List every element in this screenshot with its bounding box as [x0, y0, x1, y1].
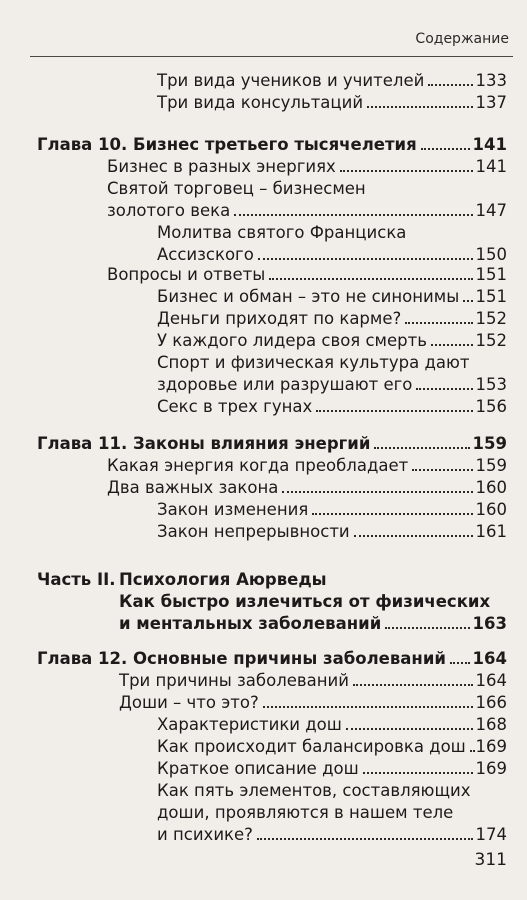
dot-leader: [258, 258, 473, 260]
toc-page-number: 150: [475, 245, 507, 264]
toc-entry: [107, 477, 507, 499]
toc-entry: [107, 156, 507, 178]
toc-entry-title: Бизнес и обман – это не синонимы: [157, 287, 460, 306]
toc-page-number: 159: [472, 434, 507, 453]
dot-leader: [385, 627, 469, 629]
toc-page-number: 166: [475, 693, 507, 712]
toc-page-number: 161: [475, 522, 507, 541]
dot-leader: [463, 300, 472, 302]
toc-entry-title: золотого века: [107, 201, 231, 220]
toc-entry-title: Закон изменения: [157, 500, 309, 519]
toc-entry: [37, 648, 507, 670]
dot-leader: [421, 148, 470, 150]
toc-entry-line: [119, 670, 507, 692]
toc-entry-title: Как происходит балансировка дош: [157, 737, 466, 756]
toc-page-number: 147: [475, 201, 507, 220]
toc-entry: [157, 222, 507, 266]
toc-entry-line: [157, 521, 507, 543]
toc-entry-title: Три вида консультаций: [157, 93, 364, 112]
toc-entry: [157, 286, 507, 308]
dot-leader: [263, 706, 473, 708]
toc-page-number: 169: [475, 737, 507, 756]
toc-entry-line: [157, 330, 507, 352]
toc-entry-line: [119, 692, 507, 714]
toc-entry: [157, 758, 507, 780]
toc-entry: [107, 264, 507, 286]
toc-entry-line: [119, 613, 507, 635]
toc-entry-line: [107, 156, 507, 178]
toc-entry-title: Глава 12. Основные причины заболеваний: [37, 649, 446, 668]
dot-leader: [234, 214, 472, 216]
toc-entry-title: доши, проявляются в нашем теле: [157, 803, 454, 822]
dot-leader: [282, 491, 472, 493]
dot-leader: [354, 535, 473, 537]
toc-entry-title: Глава 10. Бизнес третьего тысячелетия: [37, 135, 417, 154]
toc-entry-title: Вопросы и ответы: [107, 265, 266, 284]
toc-entry-title: У каждого лидера своя смерть: [157, 331, 427, 350]
dot-leader: [257, 838, 473, 840]
running-header: Содержание: [415, 31, 509, 47]
toc-entry-line: [37, 433, 507, 455]
dot-leader: [428, 84, 472, 86]
toc-entry-line: [157, 92, 507, 114]
toc-page-number: 163: [472, 614, 507, 633]
toc-entry-line: [157, 286, 507, 308]
toc-page-number: 169: [475, 759, 507, 778]
toc-entry-title: Как пять элементов, составляющих: [157, 781, 471, 800]
toc-page-number: 133: [475, 71, 507, 90]
toc-entry-line: [107, 200, 507, 222]
toc-entry: [157, 308, 507, 330]
toc-entry: [107, 455, 507, 477]
toc-entry-line: [107, 455, 507, 477]
toc-page-number: 156: [475, 397, 507, 416]
dot-leader: [363, 772, 473, 774]
toc-entry-line: [119, 569, 507, 591]
toc-entry: [37, 433, 507, 455]
toc-entry: [157, 499, 507, 521]
toc-entry: [119, 692, 507, 714]
toc-entry-title: здоровье или разрушают его: [157, 375, 413, 394]
toc-entry-line: [157, 758, 507, 780]
toc-page-number: 160: [475, 500, 507, 519]
toc-entry-title: и психике?: [157, 825, 253, 844]
dot-leader: [405, 322, 472, 324]
toc-page-number: 160: [475, 478, 507, 497]
toc-entry-title: Деньги приходят по карме?: [157, 309, 402, 328]
toc-entry: [157, 330, 507, 352]
toc-entry-line: [37, 648, 507, 670]
toc-entry-title: Бизнес в разных энергиях: [107, 157, 336, 176]
toc-entry: [157, 714, 507, 736]
toc-entry-line: [157, 244, 507, 266]
toc-entry-title: Молитва святого Франциска: [157, 223, 407, 242]
toc-entry-title: Закон непрерывности: [157, 522, 350, 541]
toc-page-number: 153: [475, 375, 507, 394]
toc-entry-title: Доши – что это?: [119, 693, 259, 712]
toc-page-number: 151: [475, 265, 507, 284]
toc-page-number: 151: [475, 287, 507, 306]
toc-entry: [37, 134, 507, 156]
toc-page-number: 137: [475, 93, 507, 112]
toc-entry: [157, 92, 507, 114]
toc-entry: [157, 70, 507, 92]
toc-entry: [119, 569, 507, 635]
toc-entry-title: Какая энергия когда преобладает: [107, 456, 409, 475]
toc-entry: [157, 352, 507, 396]
dot-leader: [412, 469, 472, 471]
dot-leader: [353, 684, 473, 686]
toc-entry-line: [157, 374, 507, 396]
toc-entry-line: [157, 222, 507, 244]
toc-entry-line: [107, 477, 507, 499]
part-label: Часть II.: [37, 570, 116, 589]
toc-entry-title: и ментальных заболеваний: [119, 614, 382, 633]
toc-entry: [119, 670, 507, 692]
toc-page-number: 174: [475, 825, 507, 844]
toc-page-number: 152: [475, 331, 507, 350]
toc-entry-title: Характеристики дош: [157, 715, 342, 734]
toc-page-number: 164: [472, 649, 507, 668]
toc-entry-title: Три вида учеников и учителей: [157, 71, 425, 90]
dot-leader: [470, 750, 473, 752]
dot-leader: [346, 728, 473, 730]
toc-entry-line: [157, 736, 507, 758]
toc-entry-line: [157, 396, 507, 418]
toc-entry-line: [37, 134, 507, 156]
toc-entry-line: [157, 780, 507, 802]
toc-page-number: 164: [475, 671, 507, 690]
toc-entry-title: Два важных закона: [107, 478, 279, 497]
toc-entry-title: Краткое описание дош: [157, 759, 359, 778]
dot-leader: [316, 410, 472, 412]
toc-entry-title: Глава 11. Законы влияния энергий: [37, 434, 371, 453]
dot-leader: [269, 278, 472, 280]
toc-entry-line: [107, 264, 507, 286]
toc-entry: [157, 396, 507, 418]
header-rule: [30, 56, 513, 57]
dot-leader: [416, 388, 472, 390]
toc-entry-title: Психология Аюрведы: [119, 570, 327, 589]
toc-entry-title: Ассизского: [157, 245, 254, 264]
toc-entry-line: [157, 802, 507, 824]
toc-page-number: 168: [475, 715, 507, 734]
toc-page-number: 152: [475, 309, 507, 328]
toc-entry: [107, 178, 507, 222]
toc-page-number: 141: [472, 135, 507, 154]
toc-entry-title: Три причины заболеваний: [119, 671, 349, 690]
toc-page-number: 159: [475, 456, 507, 475]
toc-entry-line: [157, 70, 507, 92]
toc-page-number: 141: [475, 157, 507, 176]
toc-entry-line: [119, 591, 507, 613]
toc-entry-line: [157, 499, 507, 521]
dot-leader: [450, 662, 470, 664]
toc-entry-title: Секс в трех гунах: [157, 397, 313, 416]
dot-leader: [312, 513, 472, 515]
toc-entry: [157, 521, 507, 543]
toc-entry-line: [157, 352, 507, 374]
toc-entry-line: [157, 308, 507, 330]
toc-entry-title: Спорт и физическая культура дают: [157, 353, 470, 372]
toc-entry-title: Как быстро излечиться от физических: [119, 592, 491, 611]
dot-leader: [374, 447, 469, 449]
toc-entry: [157, 780, 507, 846]
toc-entry: [157, 736, 507, 758]
toc-entry-line: [157, 824, 507, 846]
toc-entry-title: Святой торговец – бизнесмен: [107, 179, 366, 198]
dot-leader: [431, 344, 473, 346]
dot-leader: [340, 170, 473, 172]
toc-entry-line: [107, 178, 507, 200]
dot-leader: [367, 106, 472, 108]
page-number: 311: [474, 850, 507, 870]
toc-entry-line: [157, 714, 507, 736]
